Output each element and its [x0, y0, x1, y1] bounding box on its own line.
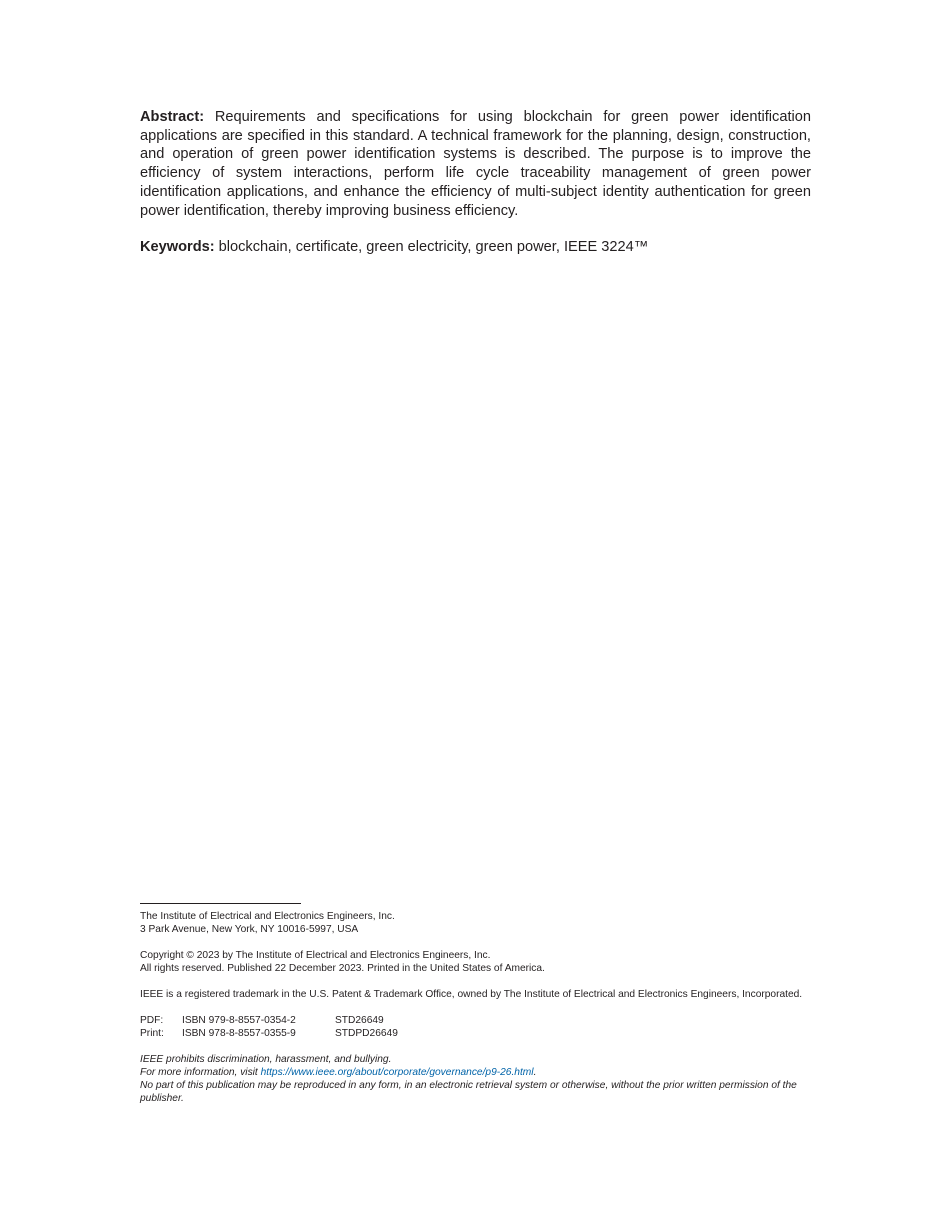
isbn-number: ISBN 978-8-8557-0355-9: [182, 1028, 296, 1039]
publisher-address: 3 Park Avenue, New York, NY 10016-5997, USA: [140, 924, 359, 935]
more-info-prefix: For more information, visit: [140, 1067, 261, 1078]
isbn-row-pdf: [140, 1014, 398, 1027]
isbn-number: ISBN 979-8-8557-0354-2: [182, 1015, 296, 1026]
copyright-line: Copyright © 2023 by The Institute of Electrical and Electronics Engineers, Inc.: [140, 950, 491, 961]
publisher-name: The Institute of Electrical and Electronics Engineers, Inc.: [140, 911, 395, 922]
copyright-footer: [140, 910, 812, 1105]
keywords-paragraph: [140, 238, 811, 257]
reproduction-notice: No part of this publication may be reproduced in any form, in an electronic retrieval system or otherwise, without the prior written permission of the publisher.: [140, 1080, 797, 1104]
std-number: STDPD26649: [335, 1028, 398, 1039]
isbn-format: PDF:: [140, 1015, 164, 1026]
isbn-format: Print:: [140, 1028, 164, 1039]
governance-link[interactable]: https://www.ieee.org/about/corporate/governance/p9-26.html: [260, 1067, 534, 1078]
abstract-text: Requirements and specifications for using blockchain for green power identification applications are specified in this standard. A technical framework for the planning, design, construction, and operation of green power identification systems is described. The purpose is to improve the efficiency of system interactions, perform life cycle traceability management of green power identification applications, and enhance the efficiency of multi-subject identity authentication for green power identification, thereby improving business efficiency.: [140, 109, 811, 219]
footer-divider: [140, 903, 301, 904]
trademark-notice: IEEE is a registered trademark in the U.S. Patent & Trademark Office, owned by The Institute of Electrical and Electronics Engineers, Incorporated.: [140, 989, 803, 1000]
more-info-line: [140, 1066, 812, 1079]
keywords-text: blockchain, certificate, green electricity, green power, IEEE 3224™: [214, 239, 649, 255]
policy-statement: IEEE prohibits discrimination, harassment, and bullying.: [140, 1054, 392, 1065]
more-info-suffix: .: [533, 1067, 537, 1078]
std-number: STD26649: [335, 1015, 384, 1026]
keywords-label: Keywords:: [140, 239, 215, 255]
legal-notices: [140, 1053, 812, 1105]
abstract-paragraph: [140, 108, 811, 220]
abstract-label: Abstract:: [140, 109, 205, 125]
rights-line: All rights reserved. Published 22 December 2023. Printed in the United States of America.: [140, 963, 545, 974]
isbn-row-print: [140, 1027, 398, 1040]
isbn-table: [140, 1014, 398, 1040]
